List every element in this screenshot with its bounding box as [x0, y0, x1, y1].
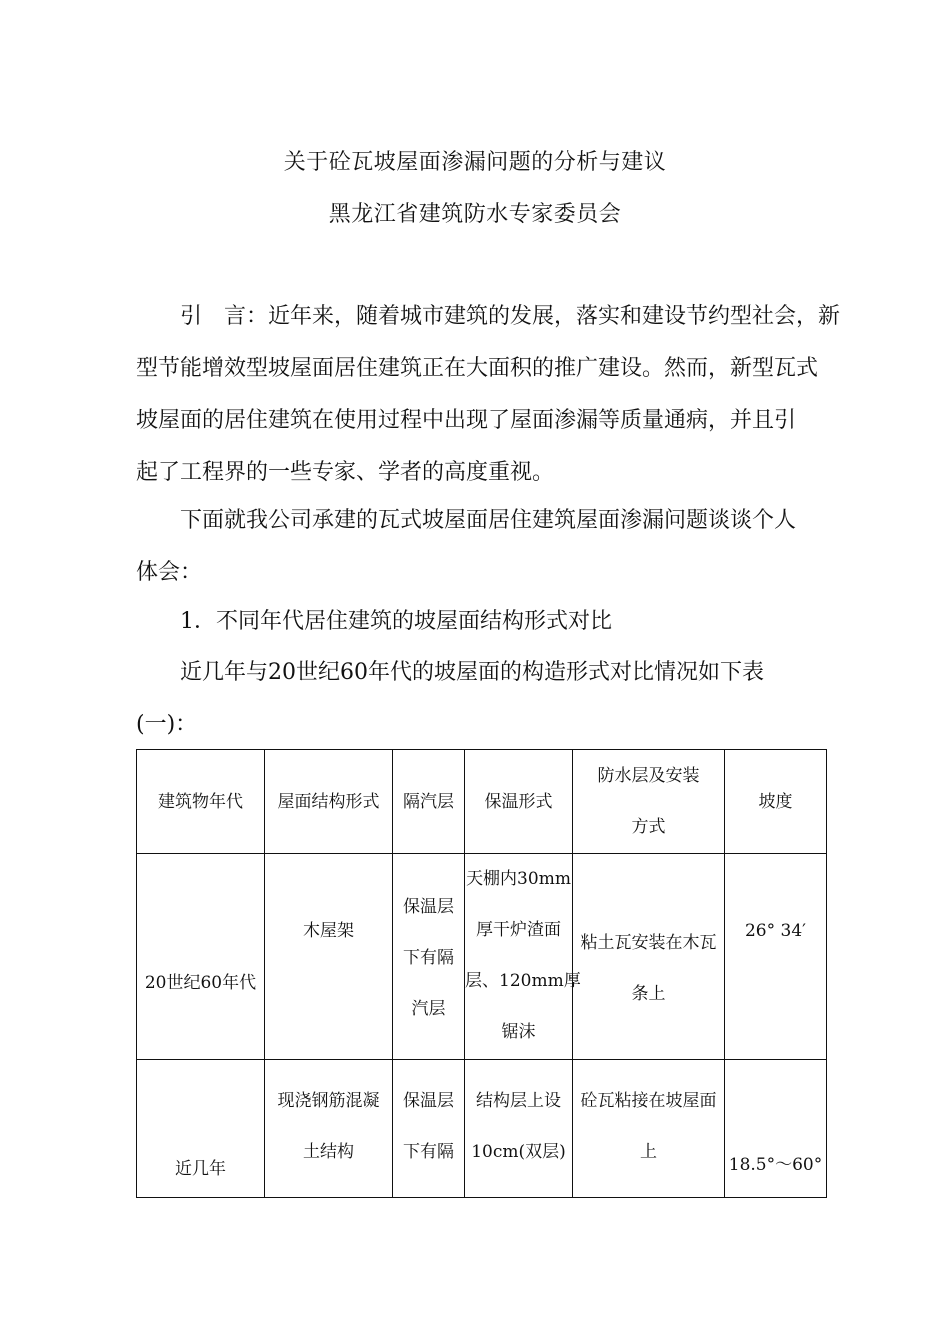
table-cell [265, 1060, 393, 1198]
header-line: 防水层及安装 [597, 765, 700, 786]
table-cell [573, 1060, 725, 1198]
header-cell: 建筑物年代 [137, 750, 265, 854]
era-text: 20世纪60年代 [144, 972, 257, 993]
table-cell: 木屋架 [265, 854, 393, 1060]
table-cell: 近几年 [137, 1060, 265, 1198]
table-cell [573, 854, 725, 1060]
cell-line: 下有隔 [403, 1142, 454, 1162]
document-author: 黑龙江省建筑防水专家委员会 [328, 202, 622, 227]
text-line: 型节能增效型坡屋面居住建筑正在大面积的推广建设。然而，新型瓦式 [136, 356, 819, 381]
cell-line: 条上 [631, 984, 666, 1004]
table-cell [393, 1060, 465, 1198]
text-line: 体会： [136, 560, 203, 585]
section-heading: 1．不同年代居住建筑的坡屋面结构形式对比 [180, 609, 612, 634]
header-cell: 坡度 [725, 750, 827, 854]
text-line: 下面就我公司承建的瓦式坡屋面居住建筑屋面渗漏问题谈谈个人 [180, 508, 797, 533]
cell-line: 结构层上设 [476, 1091, 561, 1111]
header-cell: 保温形式 [465, 750, 573, 854]
table-header-row [137, 750, 827, 854]
third-paragraph [136, 647, 826, 751]
cell-line: 天棚内30mm [466, 869, 571, 889]
cell-line: 上 [640, 1142, 657, 1162]
cell-line: 10cm(双层) [471, 1142, 566, 1162]
comparison-table [136, 749, 827, 1198]
cell-line: 下有隔 [403, 948, 454, 968]
text-line: 坡屋面的居住建筑在使用过程中出现了屋面渗漏等质量通病，并且引 [136, 408, 797, 433]
cell-line: 保温层 [403, 897, 454, 917]
cell-line: 土结构 [303, 1142, 354, 1162]
header-cell: 隔汽层 [393, 750, 465, 854]
table-cell: 26° 34′ [725, 854, 827, 1060]
cell-line: 锯沫 [501, 1022, 536, 1042]
intro-paragraph [136, 291, 841, 499]
second-paragraph [136, 495, 826, 599]
cell-line: 厚干炉渣面 [476, 920, 561, 940]
table-cell: 18.5°～60° [725, 1060, 827, 1198]
text-line: 近几年与20世纪60年代的坡屋面的构造形式对比情况如下表 [180, 660, 764, 685]
table-cell [465, 854, 581, 1060]
header-line: 方式 [631, 816, 666, 837]
document-title: 关于砼瓦坡屋面渗漏问题的分析与建议 [283, 150, 667, 175]
cell-line: 层、120mm厚 [465, 971, 581, 991]
table-cell [393, 854, 465, 1060]
header-cell: 屋面结构形式 [265, 750, 393, 854]
text-line: (一)： [136, 712, 198, 737]
text-line: 引 言：近年来，随着城市建筑的发展，落实和建设节约型社会，新 [180, 304, 841, 329]
header-cell [573, 750, 725, 854]
cell-line: 现浇钢筋混凝 [277, 1091, 380, 1111]
cell-line: 保温层 [403, 1091, 454, 1111]
table-cell [137, 854, 265, 1060]
text-line: 起了工程界的一些专家、学者的高度重视。 [136, 460, 555, 485]
table-cell [465, 1060, 573, 1198]
section-heading-paragraph [136, 596, 826, 648]
cell-line: 砼瓦粘接在坡屋面 [580, 1091, 717, 1111]
cell-line: 汽层 [411, 999, 446, 1019]
table-row [137, 854, 827, 1060]
cell-line: 粘土瓦安装在木瓦 [580, 933, 717, 953]
table-row [137, 1060, 827, 1198]
